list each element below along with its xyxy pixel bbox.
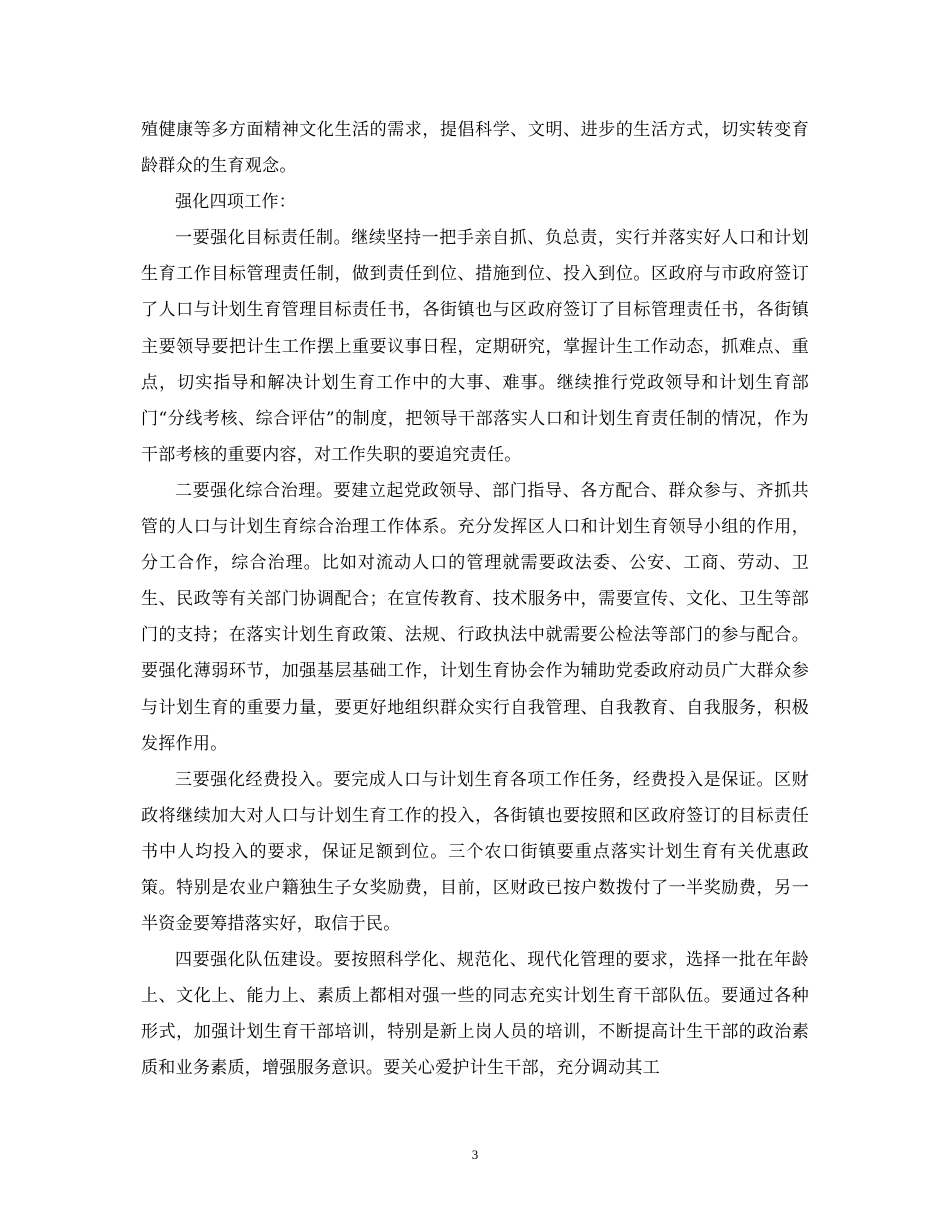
- paragraph-6: 四要强化队伍建设。要按照科学化、规范化、现代化管理的要求，选择一批在年龄上、文化上、能力上、素质上都相对强一些的同志充实计划生育干部队伍。要通过各种形式，加强计划生育干部培训，特别是新上岗人员的培训，不断提高计生干部的政治素质和业务素质，增强服务意识。要关心爱护计生干部，充分调动其工: [141, 950, 809, 1079]
- paragraph-4: 二要强化综合治理。要建立起党政领导、部门指导、各方配合、群众参与、齐抓共管的人口与计划生育综合治理工作体系。充分发挥区人口和计划生育领导小组的作用，分工合作，综合治理。比如对流动人口的管理就需要政法委、公安、工商、劳动、卫生、民政等有关部门协调配合；在宣传教育、技术服务中，需要宣传、文化、卫生等部门的支持；在落实计划生育政策、法规、行政执法中就需要公检法等部门的参与配合。要强化薄弱环节，加强基层基础工作，计划生育协会作为辅助党委政府动员广大群众参与计划生育的重要力量，要更好地组织群众实行自我管理、自我教育、自我服务，积极发挥作用。: [141, 480, 809, 754]
- page-number: 3: [471, 1147, 479, 1162]
- paragraph-5: 三要强化经费投入。要完成人口与计划生育各项工作任务，经费投入是保证。区财政将继续加大对人口与计划生育工作的投入，各街镇也要按照和区政府签订的目标责任书中人均投入的要求，保证足额到位。三个农口街镇要重点落实计划生育有关优惠政策。特别是农业户籍独生子女奖励费，目前，区财政已按户数拨付了一半奖励费，另一半资金要筹措落实好，取信于民。: [141, 769, 809, 935]
- paragraph-1: 殖健康等多方面精神文化生活的需求，提倡科学、文明、进步的生活方式，切实转变育龄群众的生育观念。: [141, 120, 809, 177]
- paragraph-3: 一要强化目标责任制。继续坚持一把手亲自抓、负总责，实行并落实好人口和计划生育工作目标管理责任制，做到责任到位、措施到位、投入到位。区政府与市政府签订了人口与计划生育管理目标责任书，各街镇也与区政府签订了目标管理责任书，各街镇主要领导要把计生工作摆上重要议事日程，定期研究，掌握计生工作动态，抓难点、重点，切实指导和解决计划生育工作中的大事、难事。继续推行党政领导和计划生育部门“分线考核、综合评估”的制度，把领导干部落实人口和计划生育责任制的情况，作为干部考核的重要内容，对工作失职的要追究责任。: [141, 228, 809, 465]
- document-body: [141, 112, 809, 1087]
- paragraph-2: 强化四项工作：: [175, 192, 297, 213]
